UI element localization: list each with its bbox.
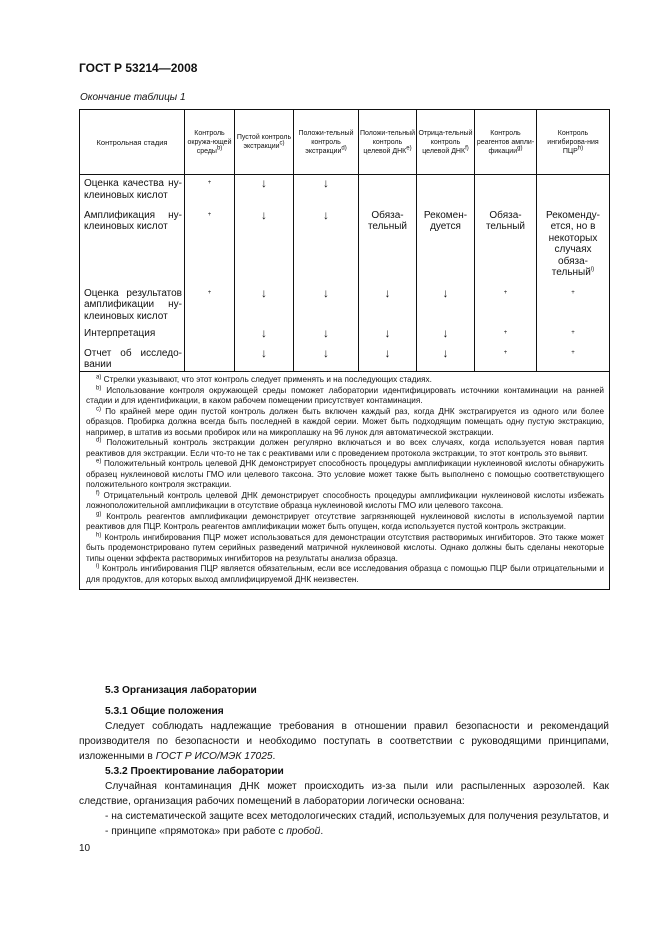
footnote-mark: e) [96,458,102,465]
plus-mark: + [571,329,575,336]
list-item-2-text: - принципе «прямотока» при работе с [105,826,284,837]
footnote-mark: i) [590,266,595,273]
control-cell [537,175,610,207]
footnote-mark: a) [96,374,102,381]
column-header-label: Пустой контроль экстракции [236,134,292,150]
plus-mark: + [503,289,508,296]
requirement-text: Обяза-тельный [367,209,408,232]
arrow-down-icon: ↓ [384,285,391,300]
control-cell [417,325,475,345]
footnote-text: Контроль ингибирования ПЦР является обязательным, если все исследования образца с помощью ПЦР были отрицательными и для продуктов, для которых выход амплифицируемой ДНК неизвестен. [86,564,604,584]
footnote [86,375,604,386]
column-header-label: Положи-тельный контроль целевой ДНК [360,129,415,155]
footnote-mark: e) [406,145,412,152]
section-content [79,683,609,839]
footnote-text: По крайней мере один пустой контроль должен быть включен каждый раз, когда ДНК экстрагируется из одного или более образцов. Пробирка должна всегда быть последней в каждой серии. Может быть подходящим помещать одну пустую экстракцию, например, в штатив из восьми пробирок или на микроплашку на 96 лунок для автоматической экстракции. [86,406,605,437]
column-header-label: Контрольная стадия [96,137,168,147]
plus-mark: + [207,211,212,218]
stage-cell: Амплификация ну-клеиновых кислот [80,207,185,285]
footnote-text: Использование контроля окружающей среды поможет лаборатории идентифицировать источники контаминации на ранней стадии и для идентификации, в каком рабочем помещении присутствует контаминация. [86,385,604,405]
arrow-down-icon: ↓ [323,176,329,190]
table-row [80,207,610,285]
column-header-label: Положи-тельный контроль экстракции [298,129,354,155]
control-cell [294,175,359,207]
paragraph-design: Случайная контаминация ДНК может происходить из-за пыли или распыленных аэрозолей. Как следствие, организация рабочих помещений в лаборатории логически основана: [79,781,609,807]
arrow-down-icon: ↓ [261,207,267,222]
requirement-text: Рекомен-дуется [423,209,468,232]
control-cell [475,285,537,325]
column-header [80,110,185,175]
footnote-mark: h) [577,145,584,152]
control-cell [537,285,610,325]
list-item-1: - на систематической защите всех методологических стадий, используемых для получения результатов, и [105,811,609,822]
footnote-text: Отрицательный контроль целевой ДНК демонстрирует способность процедуры амплификации нуклеиновой кислоты избежать ложноположительной амплификации в отсутствие образца нуклеиновой кислоты ГМО или целевого таксона. [86,490,604,510]
requirement-text: Обяза-тельный [485,209,526,232]
control-cell [417,175,475,207]
section-heading-5-3-1: 5.3.1 Общие положения [105,706,224,717]
footnote [86,459,604,491]
footnotes-cell [80,372,610,590]
table-row [80,345,610,372]
plus-mark: + [207,180,212,186]
control-cell [294,285,359,325]
footnote-mark: f) [96,489,100,496]
arrow-down-icon: ↓ [261,285,267,300]
column-header [185,110,235,175]
control-cell [359,325,417,345]
footnote-mark: g) [517,145,523,152]
paragraph-general [79,719,609,764]
control-cell [475,345,537,372]
paragraph-general-end: . [272,751,276,762]
table-caption: Окончание таблицы 1 [80,92,186,103]
footnote [86,407,604,439]
column-header-label: Отрица-тельный контроль целевой ДНК [418,129,473,155]
footnote [86,491,604,512]
control-cell [185,345,235,372]
footnote-mark: d) [96,437,102,444]
arrow-down-icon: ↓ [261,176,267,190]
control-cell [537,325,610,345]
footnote-text: Контроль ингибирования ПЦР может использоваться для демонстрации отсутствия растворимых ингибиторов. Это также может быть продемонстрировано путем серийных разведений матричной нуклеиновой кислоты. Однако должны быть сделаны некоторые типы оценки эффекта растворимых ингибиторов на результаты анализа образца. [86,532,604,563]
control-cell [359,345,417,372]
footnote-text: Стрелки указывают, что этот контроль следует применять и на последующих стадиях. [103,375,432,384]
control-cell [235,285,294,325]
footnote [86,533,604,565]
arrow-down-icon: ↓ [384,345,391,360]
column-header [359,110,417,175]
footnote-mark: f) [465,145,469,152]
stage-cell: Оценка результатов амплификации ну-клеиновых кислот [80,285,185,325]
footnote-text: Контроль реагентов амплификации демонстрирует отсутствие загрязняющей нуклеиновой кислоты в используемой партии реактивов для ПЦР. Контроль реагентов амплификации может быть опущен, когда используется пустой контроль экстракции. [86,511,604,531]
column-header-label: Контроль ингибирова-ния ПЦР [547,129,599,155]
document-header: ГОСТ Р 53214—2008 [79,61,198,75]
control-cell [417,207,475,285]
footnote-text: Положительный контроль экстракции должен регулярно включаться и во всех случаях, когда используется новая партия реактивов для экстракции. Если что-то не так с реактивами или с проведением протокола экстракции, то этот контроль это выявит. [86,438,604,458]
arrow-down-icon: ↓ [442,345,449,360]
footnotes-row [80,372,610,590]
footnote-mark: h) [96,531,102,538]
table-row [80,285,610,325]
stage-cell: Интерпретация [80,325,185,345]
plus-mark: + [571,289,575,296]
control-cell [417,285,475,325]
footnote-mark: d) [341,145,347,152]
footnote [86,512,604,533]
control-cell [537,345,610,372]
control-cell [294,325,359,345]
table-header-row [80,110,610,175]
paragraph-general-text: Следует соблюдать надлежащие требования в отношении правил безопасности и рекомендаций производителя по безопасности и необходимо поступать в соответствии с руководящими принципами, изложенными в [79,721,609,762]
control-cell [185,285,235,325]
control-cell [294,345,359,372]
control-cell [475,325,537,345]
list-item-2 [79,824,609,839]
arrow-down-icon: ↓ [261,325,267,340]
arrow-down-icon: ↓ [442,325,449,340]
control-cell [359,285,417,325]
footnote-mark: i) [96,563,100,570]
control-cell [185,175,235,207]
control-cell [235,207,294,285]
footnote [86,386,604,407]
table-row [80,325,610,345]
control-cell [475,175,537,207]
standard-reference: ГОСТ Р ИСО/МЭК 17025 [155,751,273,762]
footnote-mark: g) [96,510,102,517]
list-item-2-end: . [320,826,324,837]
control-cell [359,207,417,285]
control-cell [417,345,475,372]
control-cell [185,207,235,285]
plus-mark: + [207,289,212,296]
page-number: 10 [79,843,91,854]
footnote [86,438,604,459]
footnote-mark: c) [96,405,101,412]
table-row [80,175,610,207]
arrow-down-icon: ↓ [323,325,329,340]
controls-table [79,109,610,590]
stage-cell: Оценка качества ну-клеиновых кислот [80,175,185,207]
column-header [294,110,359,175]
column-header-label: Контроль реагентов ампли-фикации [476,129,535,155]
footnote-mark: c) [279,140,285,147]
control-cell [294,207,359,285]
column-header [537,110,610,175]
control-cell [235,175,294,207]
arrow-down-icon: ↓ [323,285,329,300]
plus-mark: + [503,349,508,356]
arrow-down-icon: ↓ [323,207,329,222]
plus-mark: + [503,329,508,336]
stage-cell: Отчет об исследо-вании [80,345,185,372]
footnote-text: Положительный контроль целевой ДНК демонстрирует способность процедуры амплификации нуклеиновой кислоты обнаружить образец нуклеиновой кислоты ГМО или целевого таксона. Это условие может также быть выполнено с помощью соответствующего положительного контроля экстракции. [86,459,604,489]
section-heading-5-3-2: 5.3.2 Проектирование лаборатории [105,766,284,777]
control-cell [235,325,294,345]
column-header-label: Контроль окружа-ющей среды [187,129,232,155]
column-header [475,110,537,175]
section-heading-5-3: 5.3 Организация лаборатории [105,685,257,696]
arrow-down-icon: ↓ [442,285,449,300]
footnote-mark: b) [96,384,102,391]
arrow-down-icon: ↓ [261,345,267,360]
arrow-down-icon: ↓ [323,345,329,360]
column-header [417,110,475,175]
control-cell [359,175,417,207]
footnote-mark: b) [216,145,223,152]
column-header [235,110,294,175]
control-cell [235,345,294,372]
requirement-text: Рекоменду-ется, но в некоторых случаях обяза-тельный [546,209,600,278]
arrow-down-icon: ↓ [384,325,391,340]
control-cell [475,207,537,285]
control-cell [185,325,235,345]
footnote [86,564,604,585]
list-item-2-emphasis: пробой [286,826,321,837]
plus-mark: + [571,349,575,356]
control-cell [537,207,610,285]
